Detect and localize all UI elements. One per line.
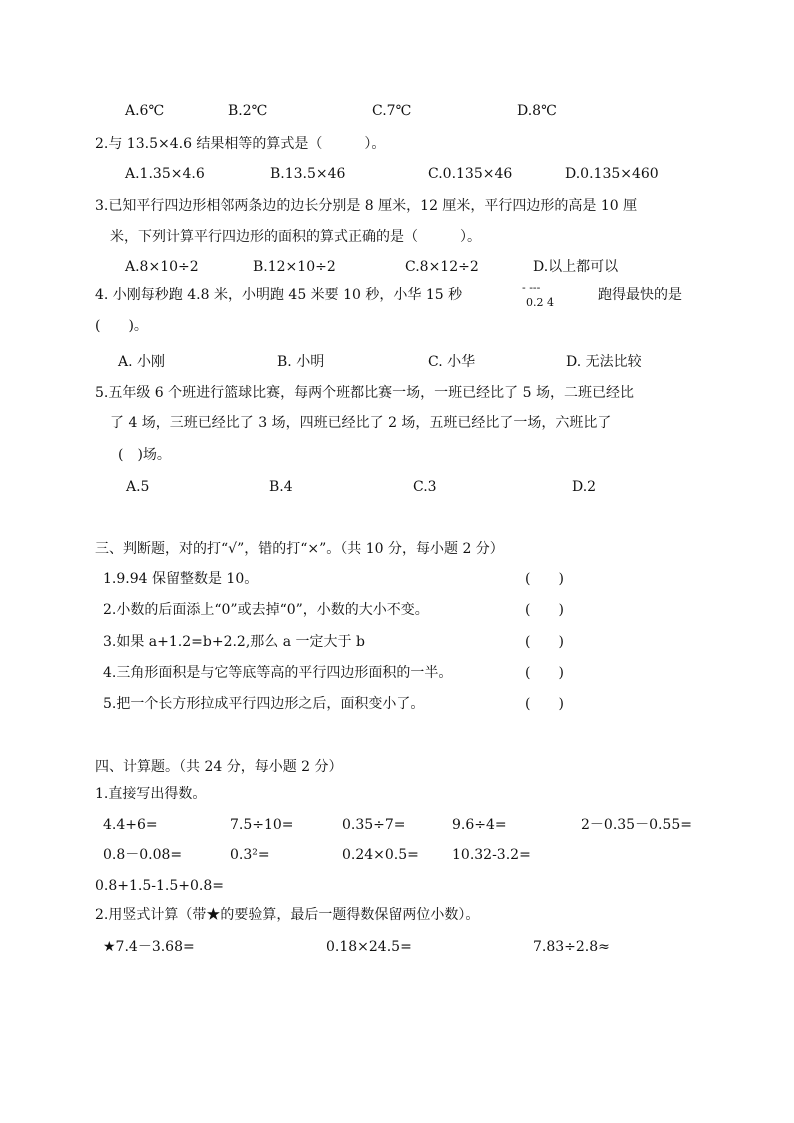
q3-option-c: C.8×12÷2 <box>405 259 479 275</box>
calc-item: 0.3²= <box>230 847 270 863</box>
calc-item: 0.24×0.5= <box>342 847 419 863</box>
q2-option-a: A.1.35×4.6 <box>125 166 205 182</box>
q3-line-1: 3.已知平行四边形相邻两条边的边长分别是 8 厘米，12 厘米，平行四边形的高是 10 厘 <box>95 198 638 214</box>
tf-item-5: 5.把一个长方形拉成平行四边形之后，面积变小了。 <box>103 696 425 712</box>
q4-option-c: C. 小华 <box>428 354 476 370</box>
q3-option-b: B.12×10÷2 <box>253 259 336 275</box>
q1-option-c: C.7℃ <box>372 103 412 119</box>
tf-answer-3[interactable]: ( ) <box>525 634 564 650</box>
tf-item-1: 1.9.94 保留整数是 10。 <box>103 571 259 587</box>
calc-item: 7.5÷10= <box>230 817 294 833</box>
tf-answer-2[interactable]: ( ) <box>525 602 564 618</box>
q1-option-d: D.8℃ <box>517 103 557 119</box>
tf-answer-5[interactable]: ( ) <box>525 696 564 712</box>
calc-item: 0.8－0.08= <box>103 847 183 863</box>
q5-option-d: D.2 <box>572 479 597 495</box>
q3-option-a: A.8×10÷2 <box>125 259 199 275</box>
q3-line-2: 米，下列计算平行四边形的面积的算式正确的是（ ）。 <box>110 229 481 245</box>
q5-line-1: 5.五年级 6 个班进行篮球比赛，每两个班都比赛一场，一班已经比了 5 场，二班已经比 <box>95 385 634 401</box>
calc-item: 10.32-3.2= <box>452 847 531 863</box>
q4-line-2: ( )。 <box>95 318 148 334</box>
tf-item-4: 4.三角形面积是与它等底等高的平行四边形面积的一半。 <box>103 665 453 681</box>
calc-item: 7.83÷2.8≈ <box>533 939 610 955</box>
calc-item: 0.8+1.5-1.5+0.8= <box>95 878 224 894</box>
q2-option-b: B.13.5×46 <box>270 166 346 182</box>
calc-item: 0.18×24.5= <box>326 939 412 955</box>
q1-option-b: B.2℃ <box>228 103 268 119</box>
tf-answer-4[interactable]: ( ) <box>525 665 564 681</box>
q4-option-a: A. 小刚 <box>118 354 166 370</box>
q2-option-d: D.0.135×460 <box>565 166 659 182</box>
section-3-title: 三、判断题，对的打“√”，错的打“×”。（共 10 分，每小题 2 分） <box>95 541 504 557</box>
section-4-sub-1: 1.直接写出得数。 <box>95 786 207 802</box>
q5-option-b: B.4 <box>269 479 293 495</box>
q4-option-d: D. 无法比较 <box>566 354 642 370</box>
q4-overlay-top: - --- <box>522 281 541 294</box>
q3-option-d: D.以上都可以 <box>533 259 619 275</box>
q5-option-a: A.5 <box>126 479 150 495</box>
tf-item-3: 3.如果 a+1.2=b+2.2,那么 a 一定大于 b <box>103 634 365 650</box>
tf-item-2: 2.小数的后面添上“0”或去掉“0”，小数的大小不变。 <box>103 602 429 618</box>
calc-item: 0.35÷7= <box>342 817 406 833</box>
q1-option-a: A.6℃ <box>125 103 165 119</box>
q4-overlay-bottom: 0.2 4 <box>526 296 554 309</box>
tf-answer-1[interactable]: ( ) <box>525 571 564 587</box>
q4-option-b: B. 小明 <box>277 354 325 370</box>
q2-stem: 2.与 13.5×4.6 结果相等的算式是（ ）。 <box>95 136 386 152</box>
section-4-sub-2: 2.用竖式计算（带★的要验算，最后一题得数保留两位小数）。 <box>95 907 480 923</box>
q5-option-c: C.3 <box>413 479 437 495</box>
q2-option-c: C.0.135×46 <box>428 166 513 182</box>
calc-item: ★7.4－3.68= <box>103 939 195 955</box>
q5-line-3: ( )场。 <box>118 447 171 463</box>
section-4-title: 四、计算题。（共 24 分，每小题 2 分） <box>95 759 343 775</box>
q5-line-2: 了 4 场，三班已经比了 3 场，四班已经比了 2 场，五班已经比了一场，六班比了 <box>110 415 612 431</box>
calc-item: 9.6÷4= <box>452 817 507 833</box>
calc-item: 4.4+6= <box>103 817 158 833</box>
q4-line-1b: 跑得最快的是 <box>598 287 682 303</box>
q4-line-1a: 4. 小刚每秒跑 4.8 米，小明跑 45 米要 10 秒，小华 15 秒 <box>95 287 463 303</box>
calc-item: 2－0.35－0.55= <box>581 817 692 833</box>
